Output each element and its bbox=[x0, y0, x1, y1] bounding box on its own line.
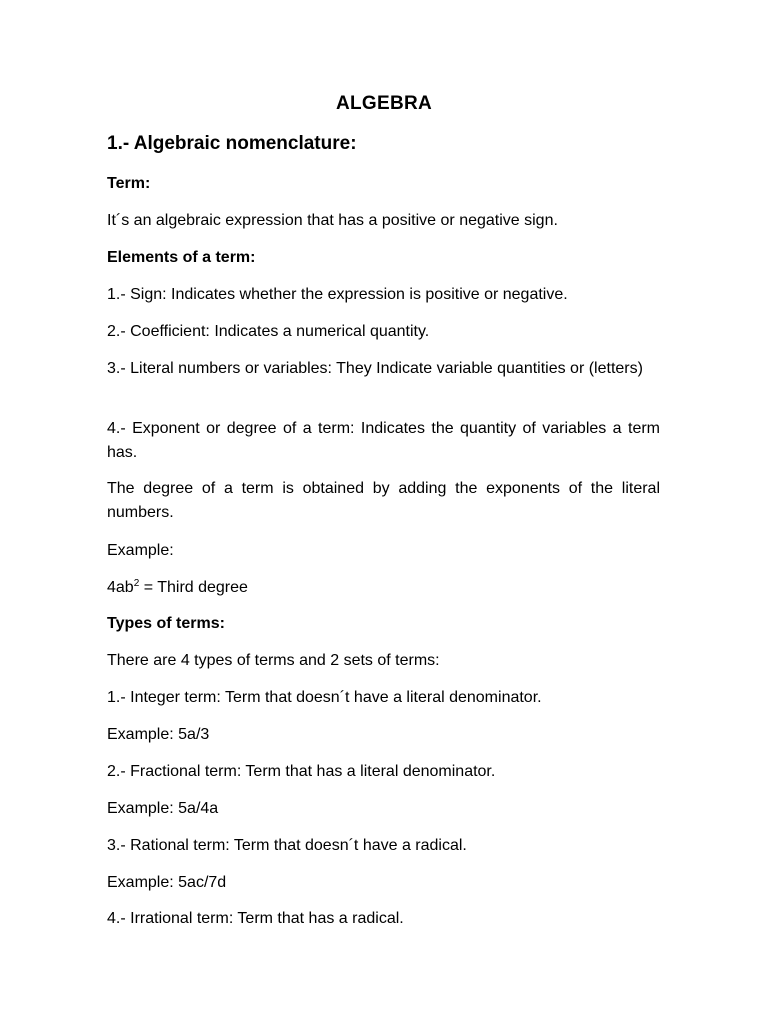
types-heading: Types of terms: bbox=[107, 615, 225, 632]
types-intro: There are 4 types of terms and 2 sets of terms: bbox=[107, 652, 440, 669]
element-item-exponent: 4.- Exponent or degree of a term: Indicates the quantity of variables a term has. bbox=[107, 420, 660, 461]
type-example-rational: Example: 5ac/7d bbox=[107, 874, 227, 891]
degree-example-rest: = Third degree bbox=[139, 579, 248, 596]
degree-note: The degree of a term is obtained by adding the exponents of the literal numbers. bbox=[107, 480, 660, 521]
document-title: ALGEBRA bbox=[335, 93, 433, 114]
type-item-irrational: 4.- Irrational term: Term that has a radical. bbox=[107, 910, 404, 927]
example-label: Example: bbox=[107, 542, 174, 559]
term-definition: It´s an algebraic expression that has a positive or negative sign. bbox=[107, 212, 558, 229]
term-label: Term: bbox=[107, 175, 151, 192]
section-heading: 1.- Algebraic nomenclature: bbox=[107, 133, 357, 154]
degree-example-base: 4ab bbox=[107, 579, 134, 596]
type-item-integer: 1.- Integer term: Term that doesn´t have a literal denominator. bbox=[107, 689, 542, 706]
type-example-integer: Example: 5a/3 bbox=[107, 726, 210, 743]
elements-heading: Elements of a term: bbox=[107, 249, 256, 266]
type-item-rational: 3.- Rational term: Term that doesn´t have a radical. bbox=[107, 837, 467, 854]
element-item-literal: 3.- Literal numbers or variables: They Indicate variable quantities or (letters) bbox=[107, 360, 643, 377]
element-item-sign: 1.- Sign: Indicates whether the expression is positive or negative. bbox=[107, 286, 568, 303]
degree-example bbox=[107, 576, 660, 600]
type-item-fractional: 2.- Fractional term: Term that has a literal denominator. bbox=[107, 763, 496, 780]
degree-example-exponent: 2 bbox=[133, 578, 140, 589]
type-example-fractional: Example: 5a/4a bbox=[107, 800, 219, 817]
element-item-coefficient: 2.- Coefficient: Indicates a numerical quantity. bbox=[107, 323, 430, 340]
